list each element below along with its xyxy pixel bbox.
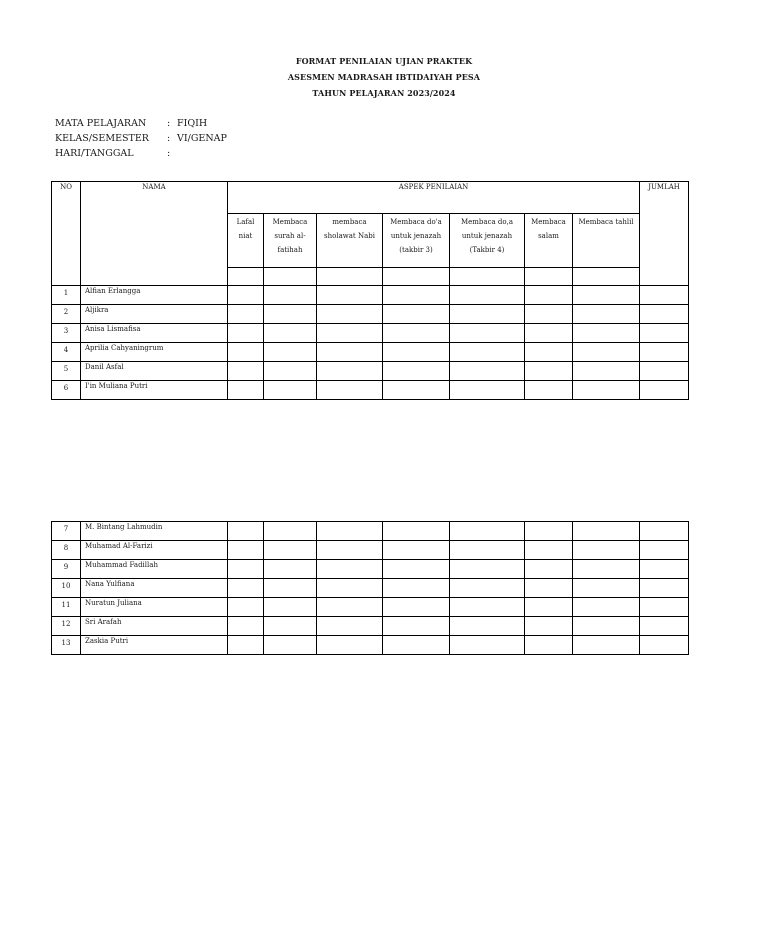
score-cell bbox=[383, 617, 450, 636]
score-cell bbox=[525, 560, 573, 579]
info-colon: : bbox=[167, 118, 171, 129]
student-name: Danil Asfal bbox=[81, 362, 228, 381]
row-number: 3 bbox=[52, 324, 81, 343]
info-row-subject bbox=[55, 118, 207, 129]
score-cell bbox=[525, 617, 573, 636]
aspect-score-cell bbox=[317, 268, 383, 286]
score-cell bbox=[573, 636, 640, 655]
score-cell bbox=[525, 579, 573, 598]
score-cell bbox=[450, 362, 525, 381]
row-number: 9 bbox=[52, 560, 81, 579]
score-cell bbox=[317, 579, 383, 598]
aspect-header-line: fatihah bbox=[277, 246, 303, 254]
score-cell bbox=[450, 598, 525, 617]
score-cell bbox=[317, 636, 383, 655]
row-number: 7 bbox=[52, 522, 81, 541]
table-row bbox=[52, 522, 689, 541]
score-cell bbox=[264, 579, 317, 598]
score-cell bbox=[317, 324, 383, 343]
info-label: HARI/TANGGAL bbox=[55, 148, 134, 159]
aspect-header-line: Membaca do'a bbox=[390, 218, 442, 226]
info-label: KELAS/SEMESTER bbox=[55, 133, 149, 144]
score-cell bbox=[228, 324, 264, 343]
total-cell bbox=[640, 381, 689, 400]
total-cell bbox=[640, 286, 689, 305]
table-row bbox=[52, 343, 689, 362]
score-cell bbox=[228, 541, 264, 560]
aspect-header-line: (takbir 3) bbox=[399, 246, 433, 254]
score-cell bbox=[525, 324, 573, 343]
aspect-score-cell bbox=[264, 268, 317, 286]
student-name: I'in Muliana Putri bbox=[81, 381, 228, 400]
aspect-header-4 bbox=[383, 214, 450, 268]
header-nama: NAMA bbox=[81, 182, 228, 286]
score-cell bbox=[317, 541, 383, 560]
aspect-score-cell bbox=[525, 268, 573, 286]
score-cell bbox=[573, 598, 640, 617]
score-cell bbox=[383, 636, 450, 655]
row-number: 10 bbox=[52, 579, 81, 598]
score-cell bbox=[317, 560, 383, 579]
score-cell bbox=[525, 636, 573, 655]
aspect-header-line: Membaca bbox=[272, 218, 308, 226]
score-cell bbox=[264, 362, 317, 381]
row-number: 5 bbox=[52, 362, 81, 381]
total-cell bbox=[640, 343, 689, 362]
score-cell bbox=[264, 324, 317, 343]
score-cell bbox=[573, 560, 640, 579]
document-title: FORMAT PENILAIAN UJIAN PRAKTEK bbox=[295, 56, 473, 66]
total-cell bbox=[640, 560, 689, 579]
table-row bbox=[52, 598, 689, 617]
score-cell bbox=[525, 598, 573, 617]
score-cell bbox=[228, 362, 264, 381]
aspect-header-6 bbox=[525, 214, 573, 268]
score-cell bbox=[317, 522, 383, 541]
score-cell bbox=[525, 541, 573, 560]
score-cell bbox=[228, 560, 264, 579]
score-cell bbox=[450, 617, 525, 636]
score-cell bbox=[317, 617, 383, 636]
aspect-header-line: sholawat Nabi bbox=[324, 232, 375, 240]
aspect-header-line: membaca bbox=[332, 218, 367, 226]
score-cell bbox=[228, 286, 264, 305]
table-row bbox=[52, 541, 689, 560]
score-cell bbox=[573, 286, 640, 305]
aspect-score-cell bbox=[228, 268, 264, 286]
score-cell bbox=[525, 381, 573, 400]
score-cell bbox=[383, 541, 450, 560]
score-cell bbox=[573, 541, 640, 560]
aspect-header-line: surah al- bbox=[274, 232, 306, 240]
score-cell bbox=[450, 381, 525, 400]
score-cell bbox=[228, 636, 264, 655]
info-colon: : bbox=[167, 148, 171, 159]
score-cell bbox=[228, 343, 264, 362]
total-cell bbox=[640, 362, 689, 381]
score-cell bbox=[573, 324, 640, 343]
student-name: Nana Yulfiana bbox=[81, 579, 228, 598]
table-row bbox=[52, 362, 689, 381]
score-cell bbox=[450, 343, 525, 362]
aspect-header-line: Membaca tahlil bbox=[578, 218, 634, 226]
total-cell bbox=[640, 324, 689, 343]
info-value: FIQIH bbox=[177, 118, 208, 129]
score-cell bbox=[450, 541, 525, 560]
table-row bbox=[52, 560, 689, 579]
header-aspek-penilaian: ASPEK PENILAIAN bbox=[228, 182, 640, 214]
score-cell bbox=[264, 286, 317, 305]
student-name: Aljikra bbox=[81, 305, 228, 324]
aspect-score-cell bbox=[383, 268, 450, 286]
score-cell bbox=[573, 522, 640, 541]
table-row bbox=[52, 286, 689, 305]
score-cell bbox=[573, 579, 640, 598]
aspect-header-1 bbox=[228, 214, 264, 268]
score-cell bbox=[228, 305, 264, 324]
student-name: Muhammad Fadillah bbox=[81, 560, 228, 579]
student-name: Alfian Erlangga bbox=[81, 286, 228, 305]
header-no: NO bbox=[52, 182, 81, 286]
total-cell bbox=[640, 305, 689, 324]
score-cell bbox=[573, 362, 640, 381]
score-cell bbox=[317, 381, 383, 400]
score-cell bbox=[264, 636, 317, 655]
table-row bbox=[52, 305, 689, 324]
student-name: Sri Arafah bbox=[81, 617, 228, 636]
score-cell bbox=[525, 286, 573, 305]
info-colon: : bbox=[167, 133, 171, 144]
row-number: 12 bbox=[52, 617, 81, 636]
total-cell bbox=[640, 522, 689, 541]
aspect-score-cell bbox=[450, 268, 525, 286]
score-cell bbox=[317, 343, 383, 362]
student-name: Anisa Lismafisa bbox=[81, 324, 228, 343]
score-cell bbox=[450, 305, 525, 324]
info-label: MATA PELAJARAN bbox=[55, 118, 147, 129]
score-cell bbox=[264, 560, 317, 579]
score-cell bbox=[383, 362, 450, 381]
info-value: VI/GENAP bbox=[177, 133, 227, 144]
score-cell bbox=[317, 598, 383, 617]
aspect-header-line: (Takbir 4) bbox=[469, 246, 505, 254]
student-name: Nuratun Juliana bbox=[81, 598, 228, 617]
table-row bbox=[52, 617, 689, 636]
score-cell bbox=[228, 617, 264, 636]
aspect-header-3 bbox=[317, 214, 383, 268]
score-cell bbox=[573, 381, 640, 400]
row-number: 4 bbox=[52, 343, 81, 362]
score-cell bbox=[450, 560, 525, 579]
aspect-header-line: untuk jenazah bbox=[461, 232, 513, 240]
score-cell bbox=[228, 522, 264, 541]
student-name: Zaskia Putri bbox=[81, 636, 228, 655]
header-jumlah: JUMLAH bbox=[640, 182, 689, 286]
score-cell bbox=[264, 305, 317, 324]
score-cell bbox=[228, 381, 264, 400]
table-row bbox=[52, 381, 689, 400]
score-cell bbox=[264, 381, 317, 400]
score-cell bbox=[383, 560, 450, 579]
score-cell bbox=[264, 598, 317, 617]
score-cell bbox=[383, 598, 450, 617]
score-cell bbox=[383, 381, 450, 400]
aspect-header-line: Lafal bbox=[236, 218, 255, 226]
aspect-header-line: salam bbox=[538, 232, 559, 240]
aspect-header-line: Membaca do,a bbox=[460, 218, 513, 226]
aspect-header-line: niat bbox=[238, 232, 253, 240]
aspect-header-line: untuk jenazah bbox=[390, 232, 442, 240]
total-cell bbox=[640, 617, 689, 636]
score-cell bbox=[228, 598, 264, 617]
assessment-table-page1 bbox=[51, 181, 689, 400]
info-row-class bbox=[55, 133, 227, 144]
score-cell bbox=[383, 324, 450, 343]
total-cell bbox=[640, 541, 689, 560]
score-cell bbox=[383, 522, 450, 541]
score-cell bbox=[450, 522, 525, 541]
score-cell bbox=[317, 305, 383, 324]
info-row-date bbox=[55, 148, 177, 159]
aspect-header-5 bbox=[450, 214, 525, 268]
score-cell bbox=[383, 579, 450, 598]
score-cell bbox=[573, 305, 640, 324]
row-number: 6 bbox=[52, 381, 81, 400]
document-subtitle: ASESMEN MADRASAH IBTIDAIYAH PESA bbox=[287, 72, 481, 82]
total-cell bbox=[640, 636, 689, 655]
score-cell bbox=[450, 324, 525, 343]
table-row bbox=[52, 324, 689, 343]
academic-year: TAHUN PELAJARAN 2023/2024 bbox=[312, 88, 456, 98]
row-number: 8 bbox=[52, 541, 81, 560]
student-name: M. Bintang Lahmudin bbox=[81, 522, 228, 541]
score-cell bbox=[383, 286, 450, 305]
score-cell bbox=[264, 617, 317, 636]
student-name: Aprilia Cahyaningrum bbox=[81, 343, 228, 362]
row-number: 2 bbox=[52, 305, 81, 324]
row-number: 11 bbox=[52, 598, 81, 617]
score-cell bbox=[573, 343, 640, 362]
score-cell bbox=[317, 286, 383, 305]
score-cell bbox=[450, 286, 525, 305]
score-cell bbox=[264, 541, 317, 560]
score-cell bbox=[317, 362, 383, 381]
score-cell bbox=[573, 617, 640, 636]
score-cell bbox=[450, 636, 525, 655]
score-cell bbox=[264, 343, 317, 362]
aspect-score-cell bbox=[573, 268, 640, 286]
score-cell bbox=[383, 343, 450, 362]
row-number: 1 bbox=[52, 286, 81, 305]
row-number: 13 bbox=[52, 636, 81, 655]
aspect-header-line: Membaca bbox=[531, 218, 566, 226]
aspect-header-7 bbox=[573, 214, 640, 268]
assessment-table-page2 bbox=[51, 521, 689, 655]
aspect-header-2 bbox=[264, 214, 317, 268]
score-cell bbox=[525, 343, 573, 362]
score-cell bbox=[525, 305, 573, 324]
score-cell bbox=[383, 305, 450, 324]
total-cell bbox=[640, 598, 689, 617]
table-row bbox=[52, 579, 689, 598]
score-cell bbox=[228, 579, 264, 598]
total-cell bbox=[640, 579, 689, 598]
score-cell bbox=[264, 522, 317, 541]
student-name: Muhamad Al-Farizi bbox=[81, 541, 228, 560]
score-cell bbox=[525, 522, 573, 541]
score-cell bbox=[525, 362, 573, 381]
score-cell bbox=[450, 579, 525, 598]
table-row bbox=[52, 636, 689, 655]
